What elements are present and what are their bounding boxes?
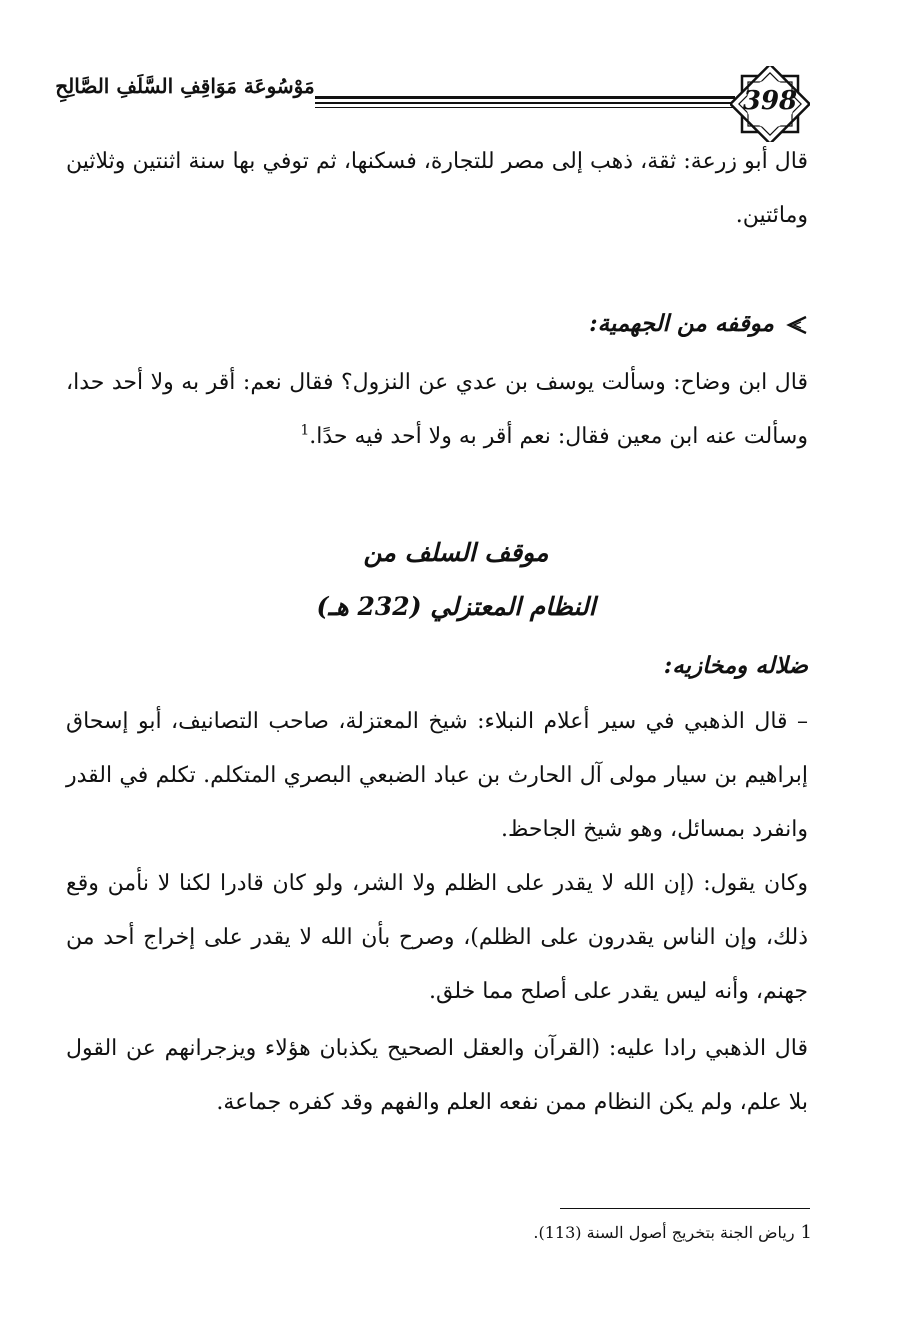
section-heading-errors: ضلاله ومخازيه:: [663, 652, 808, 679]
page-header: [0, 0, 912, 140]
paragraph-4: وكان يقول: (إن الله لا يقدر على الظلم ولا الشر، ولو كان قادرا لكنا لا نأمن وقع ذلك، وإن الناس يقدرون على الظلم)، وصرح بأن الله لا يقدر على إخراج أحد من جهنم، وأنه ليس يقدر على أصلح مما خلق.: [66, 871, 808, 1004]
footnote-reference: 1: [300, 422, 310, 439]
book-title: مَوْسُوعَة مَوَاقِفِ السَّلَفِ الصَّالِحِ: [55, 74, 315, 98]
chevron-left-icon: [786, 314, 808, 336]
section-heading-jahmiyya: موقفه من الجهمية:: [589, 310, 774, 337]
paragraph-2: [66, 356, 808, 464]
header-rule: [315, 102, 735, 104]
header-rule: [315, 107, 735, 108]
chapter-title-line-1: موقف السلف من: [363, 538, 549, 567]
octagram-badge-icon: [730, 66, 810, 142]
paragraph-5: قال الذهبي رادا عليه: (القرآن والعقل الصحيح يكذبان هؤلاء ويزجرانهم عن القول بلا علم، ولم يكن النظام ممن نفعه العلم والفهم وقد كفره جماعة.: [66, 1036, 808, 1115]
footnote: [533, 1222, 812, 1243]
paragraph-1: قال أبو زرعة: ثقة، ذهب إلى مصر للتجارة، فسكنها، ثم توفي بها سنة اثنتين وثلاثين ومائتين.: [66, 149, 808, 228]
paragraph-3: – قال الذهبي في سير أعلام النبلاء: شيخ المعتزلة، صاحب التصانيف، أبو إسحاق إبراهيم بن سيار مولى آل الحارث بن عباد الضبعي البصري المتكلم. تكلم في القدر وانفرد بمسائل، وهو شيخ الجاحظ.: [66, 709, 808, 842]
footnote-text: رياض الجنة بتخريج أصول السنة (113).: [533, 1223, 795, 1242]
paragraph-2-text: قال ابن وضاح: وسألت يوسف بن عدي عن النزول؟ فقال نعم: أقر به ولا أحد حدا، وسألت عنه ابن معين فقال: نعم أقر به ولا أحد فيه حدًا.: [66, 370, 808, 449]
header-rule: [315, 96, 735, 99]
page-number: 398: [742, 86, 798, 116]
footnote-number: 1: [800, 1222, 812, 1243]
footnote-separator: [560, 1208, 810, 1209]
chapter-title-line-2: النظام المعتزلي (232 هـ): [316, 592, 596, 621]
